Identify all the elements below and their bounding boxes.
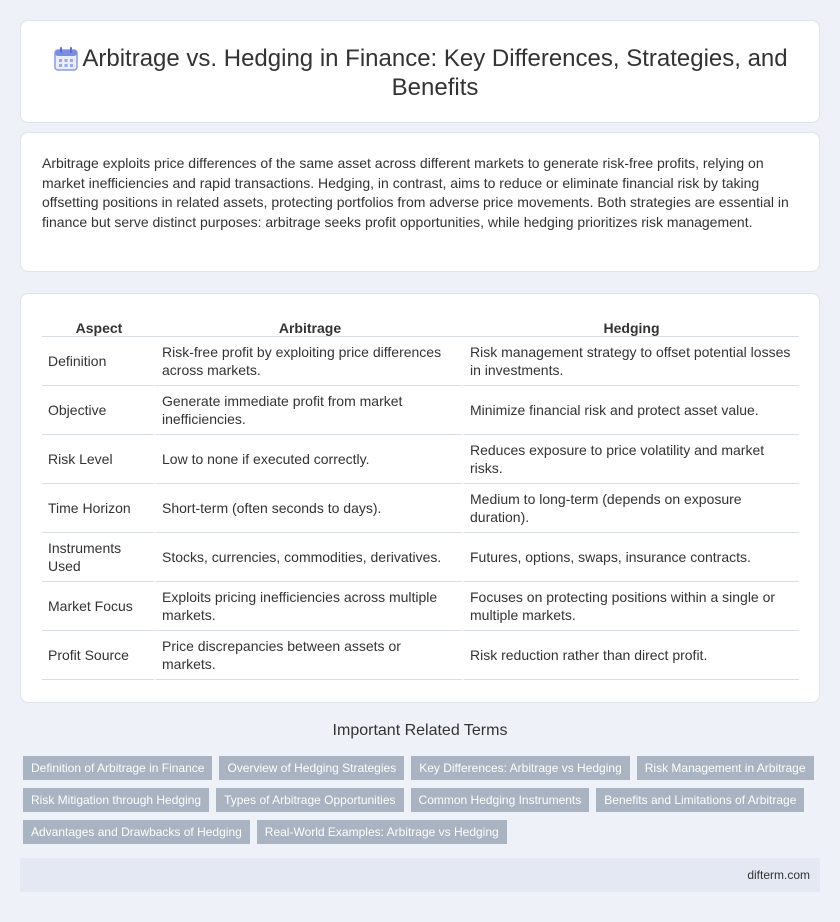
related-term-tag[interactable]: Real-World Examples: Arbitrage vs Hedging [257,820,507,844]
row-hedging: Risk reduction rather than direct profit. [464,631,799,680]
table-header-row [42,316,799,337]
table-row [42,484,799,533]
row-hedging: Risk management strategy to offset potential losses in investments. [464,337,799,386]
table-row [42,631,799,680]
footer-site-link[interactable]: difterm.com [747,868,810,882]
row-aspect: Market Focus [42,582,156,631]
related-term-tag[interactable]: Types of Arbitrage Opportunities [216,788,403,812]
related-term-tag[interactable]: Benefits and Limitations of Arbitrage [596,788,804,812]
row-aspect: Objective [42,386,156,435]
related-term-tag[interactable]: Overview of Hedging Strategies [219,756,404,780]
row-aspect: Profit Source [42,631,156,680]
table-row [42,582,799,631]
row-hedging: Reduces exposure to price volatility and market risks. [464,435,799,484]
row-arbitrage: Generate immediate profit from market inefficiencies. [156,386,464,435]
table-row [42,386,799,435]
row-hedging: Medium to long-term (depends on exposure duration). [464,484,799,533]
comparison-table [42,316,799,680]
tag-row [23,788,823,812]
intro-card [20,132,820,272]
related-term-tag[interactable]: Risk Mitigation through Hedging [23,788,209,812]
row-arbitrage: Stocks, currencies, commodities, derivatives. [156,533,464,582]
row-aspect: Instruments Used [42,533,156,582]
row-hedging: Focuses on protecting positions within a single or multiple markets. [464,582,799,631]
row-aspect: Definition [42,337,156,386]
row-arbitrage: Low to none if executed correctly. [156,435,464,484]
row-arbitrage: Short-term (often seconds to days). [156,484,464,533]
footer [20,858,820,892]
row-hedging: Minimize financial risk and protect asset value. [464,386,799,435]
header-aspect: Aspect [42,316,156,337]
comparison-card [20,293,820,703]
related-term-tag[interactable]: Key Differences: Arbitrage vs Hedging [411,756,630,780]
row-arbitrage: Exploits pricing inefficiencies across multiple markets. [156,582,464,631]
header-hedging: Hedging [464,316,799,337]
row-arbitrage: Price discrepancies between assets or markets. [156,631,464,680]
table-row [42,435,799,484]
tag-row [23,820,823,844]
title-card [20,20,820,123]
table-row [42,533,799,582]
header-arbitrage: Arbitrage [156,316,464,337]
row-aspect: Time Horizon [42,484,156,533]
intro-paragraph: Arbitrage exploits price differences of the same asset across different markets to generate risk-free profits, relying on market inefficiencies and rapid transactions. Hedging, in contrast, aims to reduce or eliminate financial risk by taking offsetting positions in related assets, protecting portfolios from adverse price movements. Both strategies are essential in finance but serve distinct purposes: arbitrage seeks profit opportunities, while hedging prioritizes risk management. [42,155,789,230]
related-term-tag[interactable]: Common Hedging Instruments [411,788,590,812]
related-term-tag[interactable]: Definition of Arbitrage in Finance [23,756,212,780]
row-aspect: Risk Level [42,435,156,484]
related-terms-tags [23,756,823,852]
row-arbitrage: Risk-free profit by exploiting price differences across markets. [156,337,464,386]
page-title: Arbitrage vs. Hedging in Finance: Key Differences, Strategies, and Benefits [82,45,788,101]
tag-row [23,756,823,780]
row-hedging: Futures, options, swaps, insurance contracts. [464,533,799,582]
related-term-tag[interactable]: Risk Management in Arbitrage [637,756,814,780]
related-term-tag[interactable]: Advantages and Drawbacks of Hedging [23,820,250,844]
table-row [42,337,799,386]
related-terms-title: Important Related Terms [332,722,508,739]
